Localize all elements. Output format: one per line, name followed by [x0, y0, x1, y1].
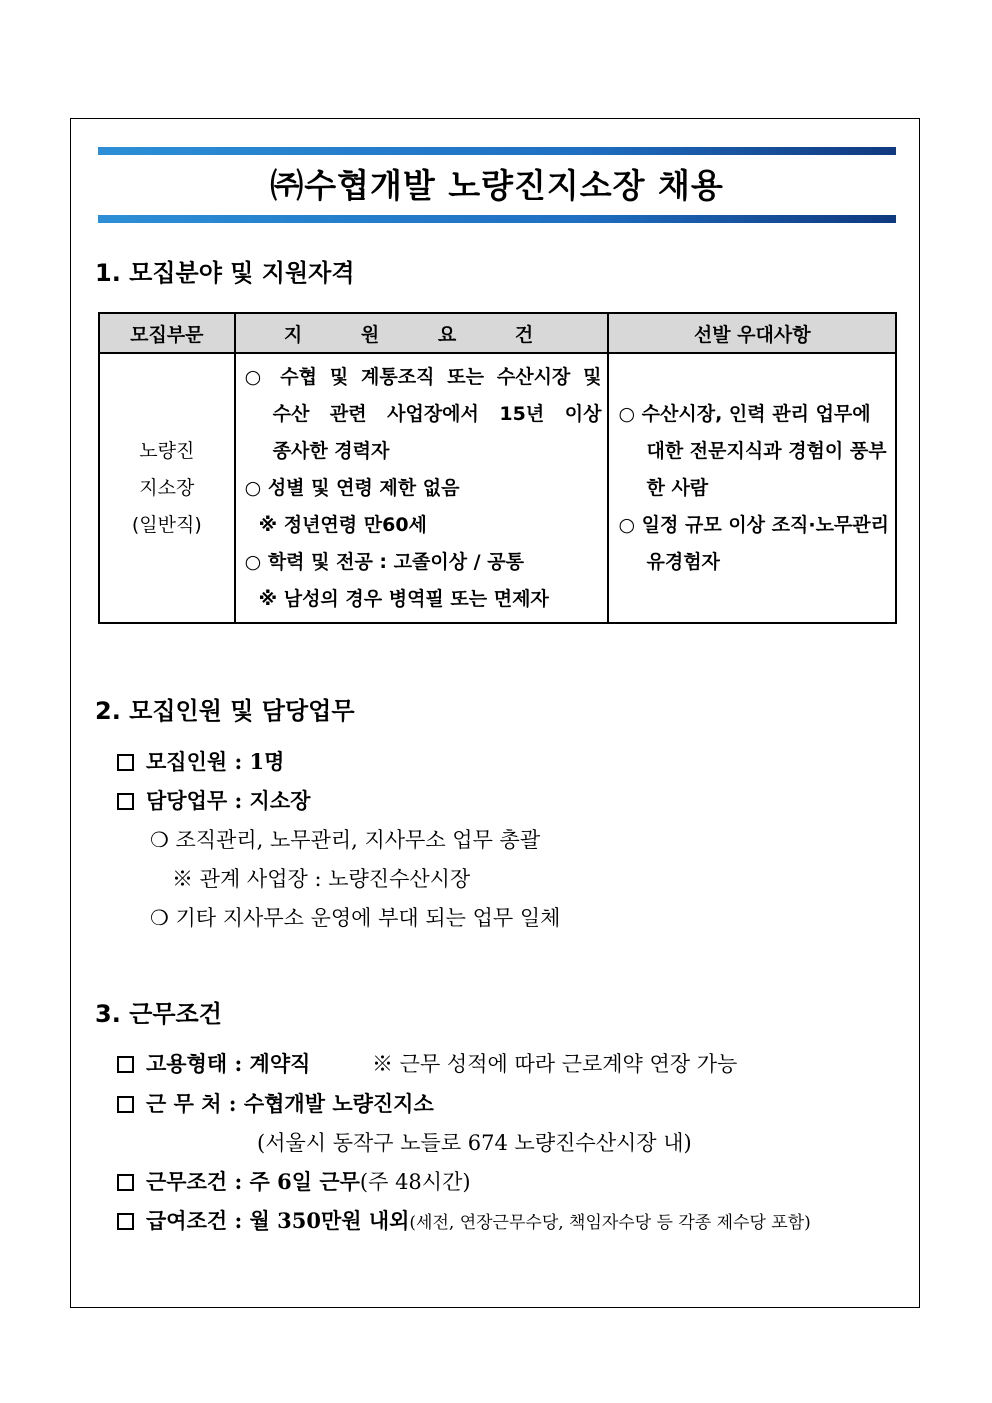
- requirement-line: ○ 성별 및 연령 제한 없음: [244, 476, 460, 499]
- section-heading-1: 1. 모집분야 및 지원자격: [95, 259, 355, 287]
- preference-line: 대한 전문지식과 경험이 풍부: [646, 439, 887, 462]
- page-title: ㈜수협개발 노량진지소장 채용: [270, 166, 724, 205]
- recruit-value: 1명: [249, 749, 285, 774]
- employment-label: 고용형태 :: [146, 1051, 250, 1076]
- work-condition-value: 주 6일 근무: [249, 1169, 360, 1194]
- category-line: (일반직): [131, 513, 202, 536]
- table-row: [99, 353, 896, 623]
- section-heading-3: 3. 근무조건: [95, 1000, 222, 1028]
- title-bar-top: [98, 147, 896, 155]
- duty-value: 지소장: [249, 788, 311, 813]
- salary-extra: (세전, 연장근무수당, 책임자수당 등 각종 제수당 포함): [409, 1213, 811, 1233]
- work-condition-label: 근무조건 :: [146, 1169, 250, 1194]
- work-condition-extra: (주 48시간): [359, 1170, 471, 1194]
- requirements-table: [98, 312, 897, 624]
- duty-item: [117, 785, 310, 815]
- preferences-cell: [608, 353, 896, 623]
- title-bar-bottom: [98, 215, 896, 223]
- checkbox-icon: [117, 1056, 134, 1073]
- requirement-note: ※ 정년연령 만60세: [258, 513, 427, 536]
- requirements-cell: [235, 353, 609, 623]
- duty-note: ※ 관계 사업장 : 노량진수산시장: [172, 867, 471, 891]
- checkbox-icon: [117, 1213, 134, 1230]
- section-heading-2: 2. 모집인원 및 담당업무: [95, 697, 355, 725]
- workplace-value: 수협개발 노량진지소: [243, 1091, 434, 1116]
- recruit-label: 모집인원 :: [146, 749, 250, 774]
- checkbox-icon: [117, 1096, 134, 1113]
- employment-type-item: [117, 1048, 310, 1078]
- workplace-item: [117, 1088, 434, 1118]
- header-category: 모집부문: [99, 313, 235, 353]
- employment-note: ※ 근무 성적에 따라 근로계약 연장 가능: [372, 1052, 738, 1076]
- work-condition-item: [117, 1166, 471, 1196]
- salary-value: 월 350만원 내외: [249, 1208, 410, 1233]
- workplace-address: (서울시 동작구 노들로 674 노량진수산시장 내): [257, 1131, 692, 1155]
- salary-item: [117, 1205, 811, 1235]
- preference-line: ○ 수산시장, 인력 관리 업무에: [618, 402, 871, 425]
- requirement-line: 종사한 경력자: [272, 439, 390, 462]
- duty-detail-1: ❍ 조직관리, 노무관리, 지사무소 업무 총괄: [150, 828, 541, 852]
- checkbox-icon: [117, 793, 134, 810]
- category-line: 노량진: [139, 439, 195, 462]
- preference-line: 유경험자: [646, 550, 720, 573]
- salary-label: 급여조건 :: [146, 1208, 250, 1233]
- header-preferences: 선발 우대사항: [608, 313, 896, 353]
- workplace-label: 근 무 처 :: [146, 1091, 244, 1116]
- category-line: 지소장: [139, 476, 195, 499]
- requirement-line: 수산 관련 사업장에서 15년 이상: [272, 402, 602, 425]
- category-cell: [99, 353, 235, 623]
- checkbox-icon: [117, 1174, 134, 1191]
- requirement-line: ○ 수협 및 계통조직 또는 수산시장 및: [244, 365, 602, 388]
- requirement-note: ※ 남성의 경우 병역필 또는 면제자: [258, 587, 549, 610]
- header-requirements: 지 원 요 건: [235, 313, 609, 353]
- preference-line: 한 사람: [646, 476, 709, 499]
- duty-detail-2: ❍ 기타 지사무소 운영에 부대 되는 업무 일체: [150, 906, 561, 930]
- checkbox-icon: [117, 754, 134, 771]
- duty-label: 담당업무 :: [146, 788, 250, 813]
- requirement-line: ○ 학력 및 전공 : 고졸이상 / 공통: [244, 550, 524, 573]
- recruit-count-item: [117, 746, 284, 776]
- table-header-row: [99, 313, 896, 353]
- employment-value: 계약직: [249, 1051, 311, 1076]
- preference-line: ○ 일정 규모 이상 조직·노무관리: [618, 513, 889, 536]
